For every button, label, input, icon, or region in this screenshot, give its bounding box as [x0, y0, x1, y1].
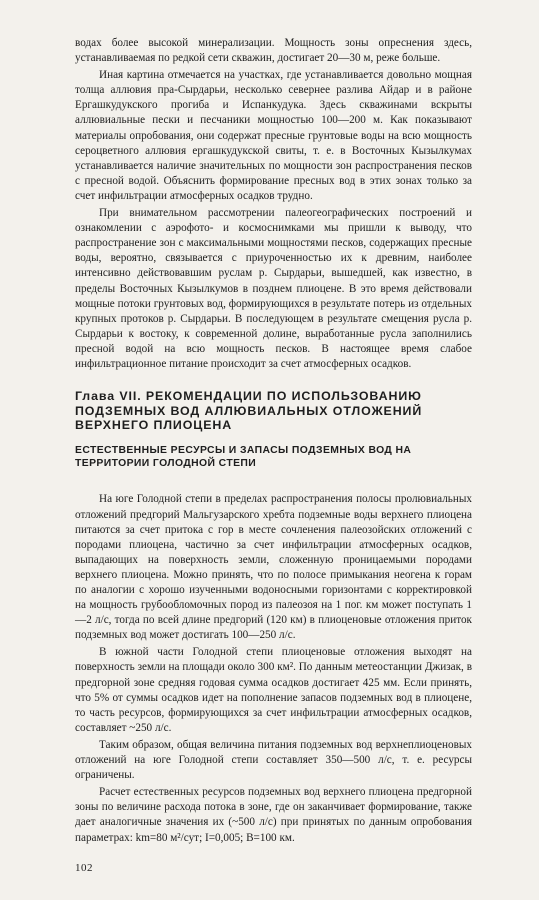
paragraph-5: В южной части Голодной степи плиоценовые отложения выходят на поверхность земли на площади около 300 км². По данным метеостанции Джизак, в предгорной зоне средняя годовая сумма осадков достигает 425 мм. Если принять, что 5% от суммы осадков идет на пополнение запасов подземных вод в плиоцене, то часть ресурсов, формирующихся за счет инфильтрации атмосферных осадков, составляет ~250 л/с.: [75, 646, 472, 734]
paragraph-4: На юге Голодной степи в пределах распространения полосы пролювиальных отложений предгорий Мальгузарского хребта подземные воды верхнего плиоцена питаются за счет притока с гор в месте сочленения палеозойских отложений с породами плиоцена, частично за счет инфильтрации атмосферных осадков, выпадающих на поверхность земли, сложенную проницаемыми породами верхнего плиоцена. Можно принять, что по полосе примыкания неогена к горам по аналогии с хорошо изученными водоносными горизонтами с корректировкой на мощность грубообломочных пород из палеозоя на 1 пог. км может поступать 1—2 л/с, тогда по всей длине предгорий (120 км) в плиоценовые отложения приток подземных вод может достигать 100—250 л/с.: [75, 493, 472, 642]
paragraph-1: водах более высокой минерализации. Мощность зоны опреснения здесь, устанавливаемая по редкой сети скважин, достигает 20—30 м, реже больше.: [75, 37, 472, 65]
chapter-heading: Глава VII. РЕКОМЕНДАЦИИ ПО ИСПОЛЬЗОВАНИЮ ПОДЗЕМНЫХ ВОД АЛЛЮВИАЛЬНЫХ ОТЛОЖЕНИЙ ВЕРХНЕГО ПЛИОЦЕНА: [75, 389, 423, 433]
section-heading: ЕСТЕСТВЕННЫЕ РЕСУРСЫ И ЗАПАСЫ ПОДЗЕМНЫХ ВОД НА ТЕРРИТОРИИ ГОЛОДНОЙ СТЕПИ: [75, 444, 412, 469]
page-number: 102: [75, 862, 93, 874]
page-body: [75, 36, 472, 846]
paragraph-2: Иная картина отмечается на участках, где устанавливается довольно мощная толща аллювия пра-Сырдарьи, несколько севернее разлива Айдар и в районе Ергашкудукского прогиба и Испанкудука. Здесь скважинами вскрыты аллювиальные пески и песчаники мощностью 100—200 м. Как показывают материалы опробования, они содержат пресные грунтовые воды на всю мощность сероцветного аллювия ергашкудукской свиты, т. е. в Восточных Кызылкумах устанавливается наличие значительных по мощности зон распространения песков с пресной водой. Объяснить формирование пресных вод в этих зонах только за счет инфильтрации атмосферных осадков трудно.: [75, 69, 472, 202]
paragraph-7: Расчет естественных ресурсов подземных вод верхнего плиоцена предгорной зоны по величине расхода потока в зоне, где он заканчивает формирование, также дает аналогичные значения их (~500 л/с) при принятых по данным опробования параметрах: km=80 м²/сут; I=0,005; B=100 км.: [75, 786, 472, 844]
paragraph-6: Таким образом, общая величина питания подземных вод верхнеплиоценовых отложений на юге Голодной степи составляет 350—500 л/с, т. е. ресурсы ограничены.: [75, 738, 472, 782]
paragraph-3: При внимательном рассмотрении палеогеографических построений и ознакомлении с аэрофото- и космоснимками мы пришли к выводу, что распространение зон с максимальными мощностями песков, содержащих пресные воды, вероятно, связывается с приуроченностью их к древним, наиболее интенсивно действовавшим руслам р. Сырдарьи, вышедшей, как известно, в пределы Восточных Кызылкумов в позднем плиоцене. В это время действовали мощные потоки грунтовых вод, формирующихся в результате потерь из отдельных крупных протоков р. Сырдарьи. В последующем в результате смещения русла р. Сырдарьи к востоку, к современной долине, выработанные русла заполнились пресной водой на всю мощность песков. В настоящее время слабое инфильтрационное питание происходит за счет атмосферных осадков.: [75, 207, 472, 370]
